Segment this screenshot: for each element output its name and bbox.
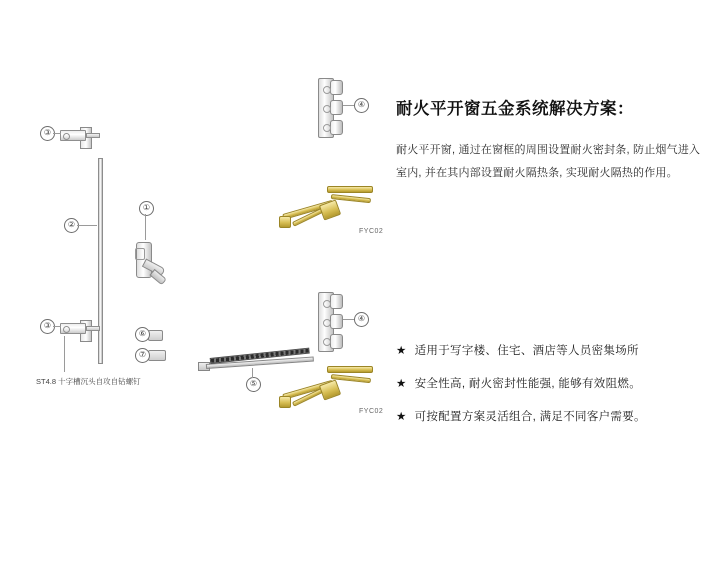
hardware-exploded-diagram — [18, 30, 384, 520]
callout-1: ① — [139, 201, 154, 216]
espagnolette-rod — [98, 158, 103, 364]
scissor-stay — [206, 352, 314, 374]
description-paragraph: 耐火平开窗, 通过在窗框的周围设置耐火密封条, 防止烟气进入室内, 并在其内部设置耐火隔热条, 实现耐火隔热的作用。 — [396, 144, 701, 179]
list-item — [396, 378, 716, 392]
hinge-hole — [323, 86, 331, 94]
self-drilling-screw — [60, 130, 86, 141]
small-fitting-6 — [148, 330, 163, 341]
leader-line — [64, 336, 65, 372]
leader-line — [53, 133, 61, 134]
hinge-hole — [323, 124, 331, 132]
page-title: 耐火平开窗五金系统解决方案： — [396, 100, 634, 118]
hinge-knuckle — [330, 294, 343, 309]
friction-stay-upper — [283, 182, 384, 240]
hinge-hole — [323, 105, 331, 113]
list-item-label: 安全性高, 耐火密封性能强, 能够有效阻燃。 — [414, 377, 642, 390]
hinge-knuckle — [330, 80, 343, 95]
hinge-hole — [323, 319, 331, 327]
hinge-knuckle — [330, 120, 343, 135]
feature-bullet-list — [396, 345, 716, 443]
stay-bracket — [279, 396, 291, 408]
description-panel — [396, 95, 708, 184]
hinge-hole — [323, 338, 331, 346]
leader-line — [252, 368, 253, 378]
leader-line — [343, 105, 354, 106]
hinge-upper — [318, 78, 344, 138]
list-item-label: 可按配置方案灵活组合, 满足不同客户需要。 — [414, 410, 646, 423]
callout-7: ⑦ — [135, 348, 150, 363]
stay-track — [327, 186, 373, 193]
leader-line — [53, 326, 61, 327]
star-icon: ★ — [396, 377, 407, 390]
list-item — [396, 411, 716, 425]
screw-specification-note: ST4.8 十字槽沉头自攻自钻螺钉 — [36, 377, 141, 386]
part-label-fyc02-lower: FYC02 — [359, 408, 384, 415]
hinge-knuckle — [330, 334, 343, 349]
callout-3-lower: ③ — [40, 319, 55, 334]
hinge-knuckle — [330, 100, 343, 115]
callout-6: ⑥ — [135, 327, 150, 342]
callout-5: ⑤ — [246, 377, 261, 392]
callout-2: ② — [64, 218, 79, 233]
callout-3-upper: ③ — [40, 126, 55, 141]
window-handle — [124, 242, 168, 300]
handle-lever-tip — [149, 269, 166, 285]
screw-tip — [86, 133, 100, 138]
hinge-knuckle — [330, 314, 343, 329]
callout-4-lower: ④ — [354, 312, 369, 327]
stay-track — [327, 366, 373, 373]
star-icon: ★ — [396, 345, 407, 357]
leader-line — [343, 319, 354, 320]
handle-rose — [135, 248, 145, 260]
star-icon: ★ — [396, 410, 407, 423]
hinge-hole — [323, 300, 331, 308]
hinge-lower — [318, 292, 344, 352]
stay-bracket — [279, 216, 291, 228]
self-drilling-screw — [60, 323, 86, 334]
callout-4-upper: ④ — [354, 98, 369, 113]
list-item-label: 适用于写字楼、住宅、酒店等人员密集场所 — [414, 345, 639, 357]
leader-line — [145, 214, 146, 240]
list-item — [396, 345, 716, 359]
small-fitting-7 — [148, 350, 166, 361]
leader-line — [77, 225, 97, 226]
screw-tip — [86, 326, 100, 331]
part-label-fyc02-upper: FYC02 — [359, 228, 384, 235]
